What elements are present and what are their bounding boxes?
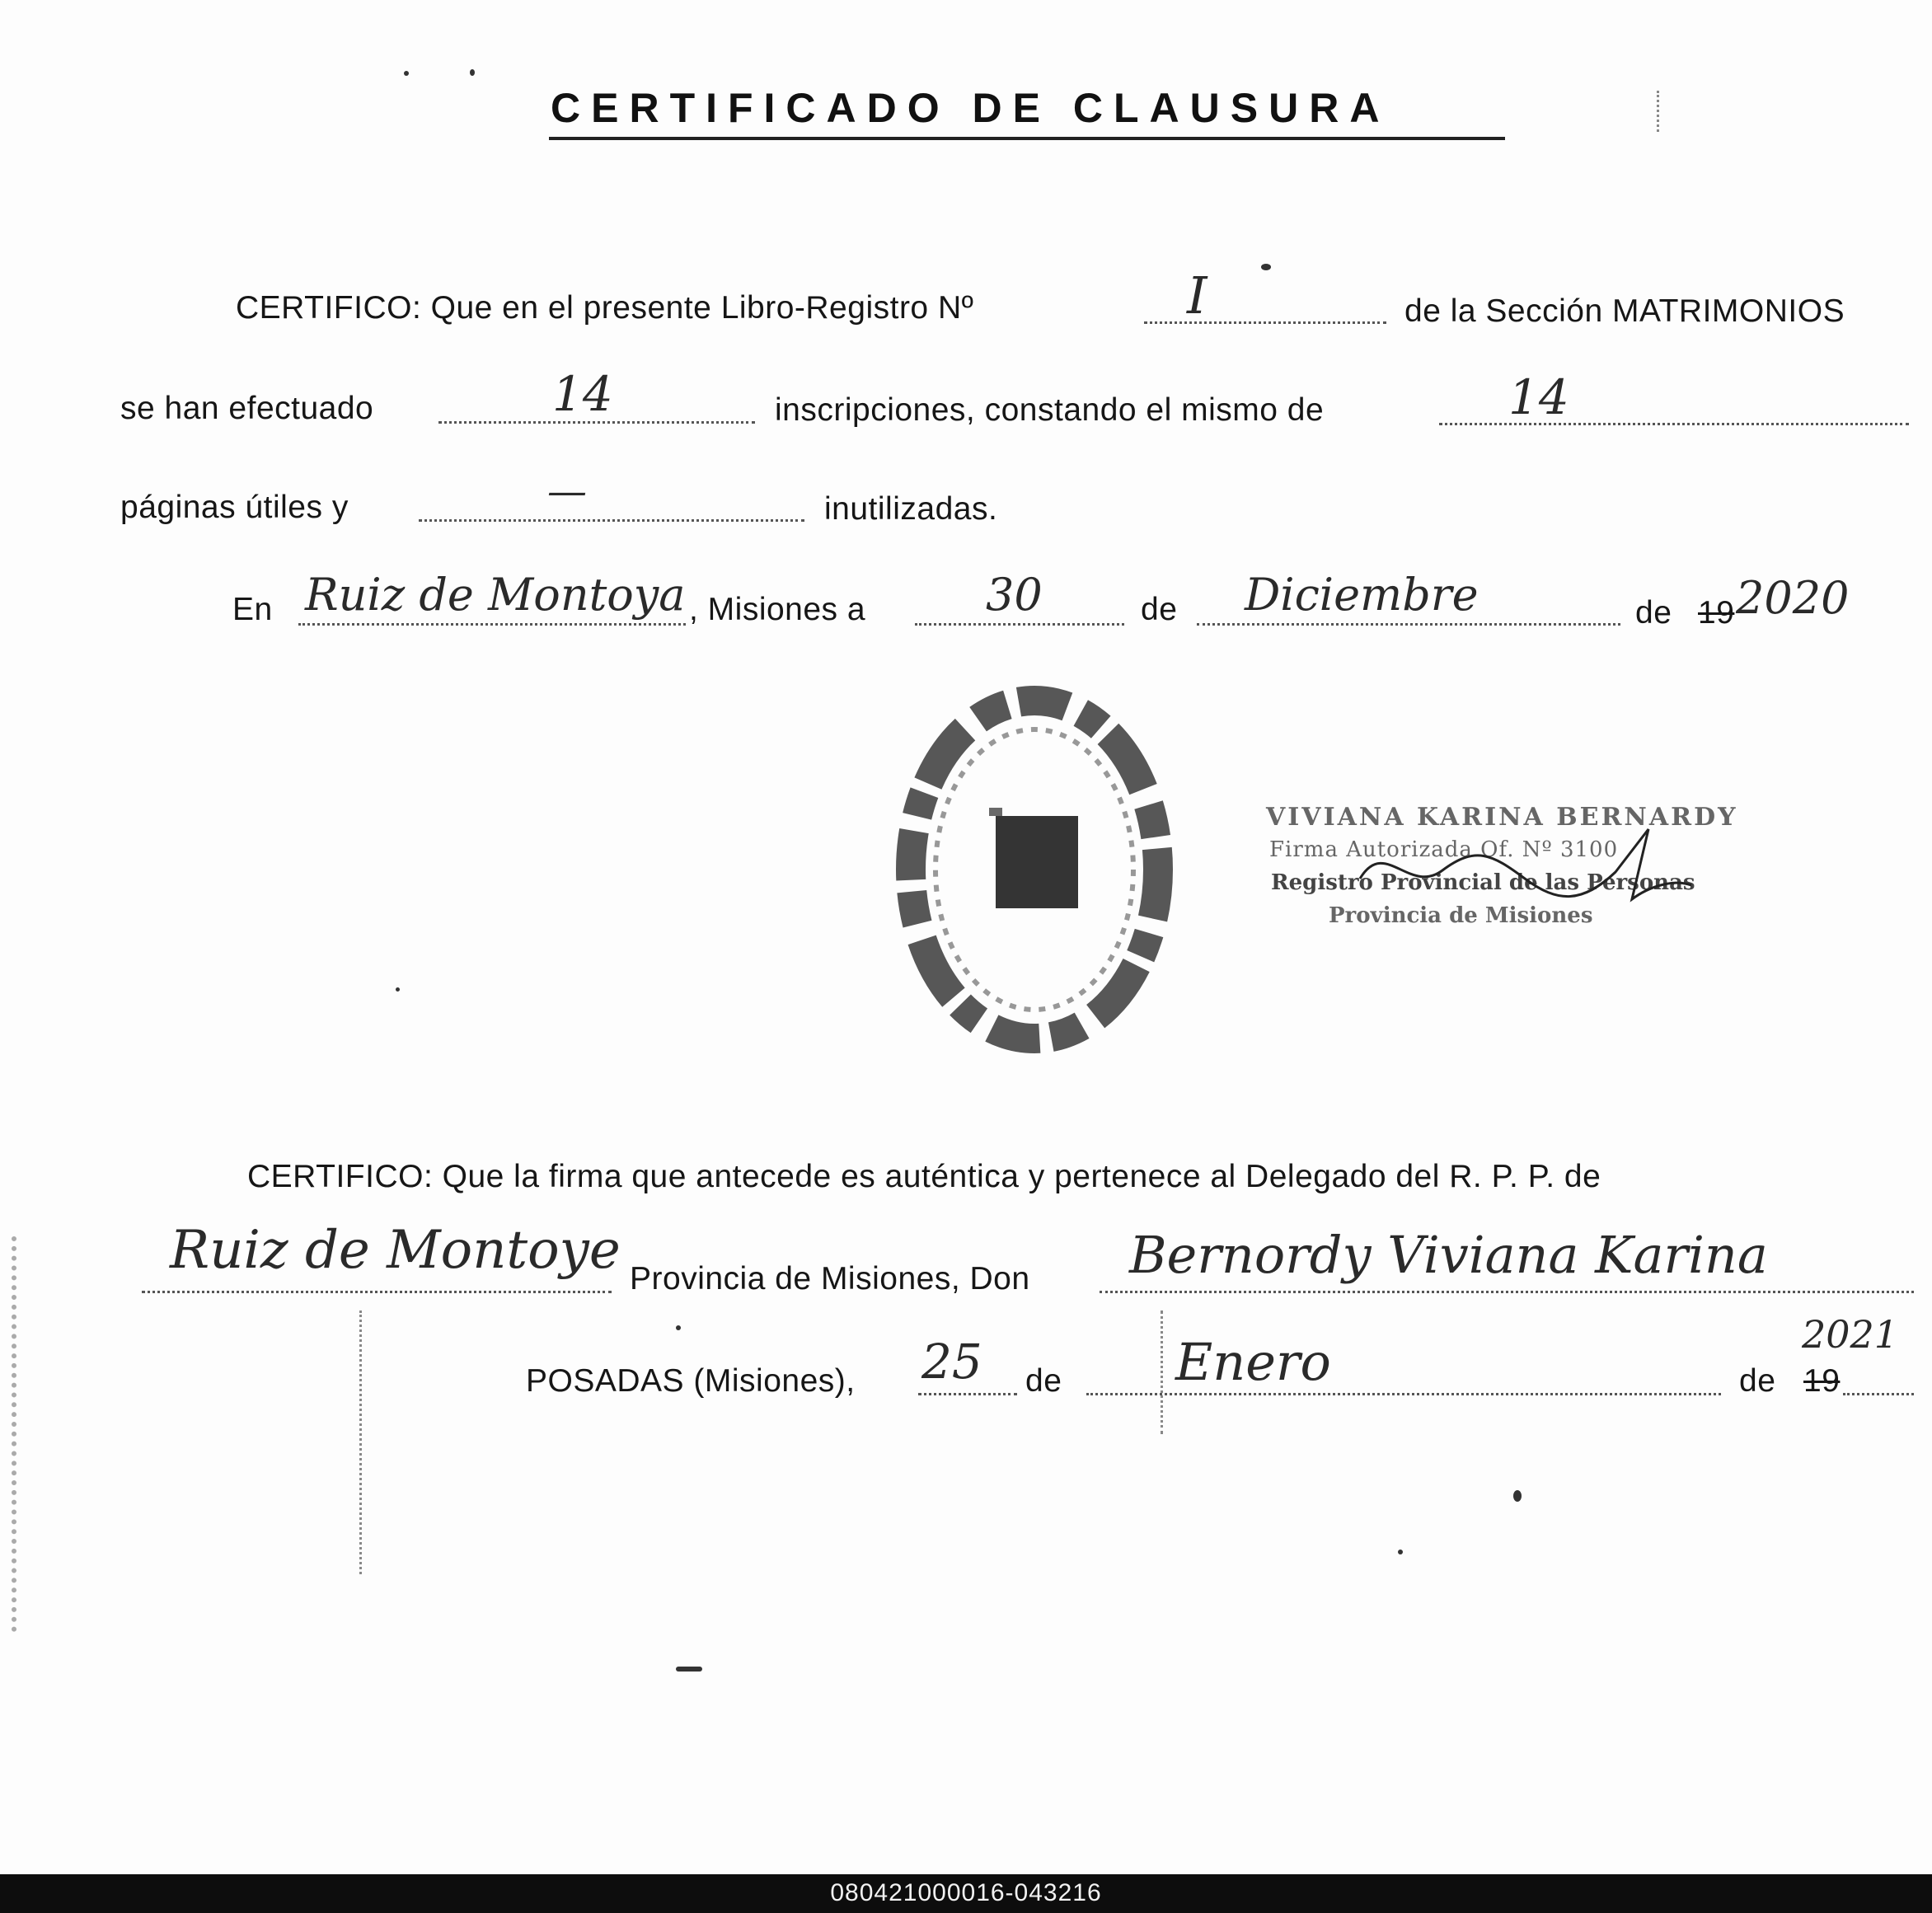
stamp-province: Provincia de Misiones <box>1329 903 1593 928</box>
stamp-authorization: Firma Autorizada Of. Nº 3100 <box>1269 837 1619 862</box>
cert1-line2-middle: inscripciones, constando el mismo de <box>775 392 1325 428</box>
scan-id-bar <box>0 1874 1932 1913</box>
cert2-line2-middle: Provincia de Misiones, Don <box>630 1261 1030 1296</box>
cert2-line1: CERTIFICO: Que la firma que antecede es auténtica y pertenece al Delegado del R. P. P. de <box>247 1159 1601 1194</box>
scan-speck <box>676 1325 681 1330</box>
scan-artifact-line <box>1161 1310 1163 1434</box>
scan-speck <box>396 987 400 992</box>
scan-speck <box>404 71 409 76</box>
cert1-line4-de1: de <box>1141 592 1178 627</box>
cert2-line3-prefix: POSADAS (Misiones), <box>526 1363 856 1399</box>
cert1-line3-prefix: páginas útiles y <box>120 490 349 525</box>
stamp-registry: Registro Provincial de las Personas <box>1271 870 1695 895</box>
lugar2-blank <box>142 1291 612 1293</box>
scan-speck <box>676 1667 702 1672</box>
scan-id-code: 080421000016-043216 <box>830 1879 1102 1906</box>
dia-blank <box>915 623 1124 626</box>
scan-speck <box>1398 1550 1403 1554</box>
scan-artifact-edge <box>12 1236 16 1632</box>
libro-numero-blank <box>1144 321 1386 324</box>
dia2-blank <box>918 1393 1017 1395</box>
cert1-line4-en: En <box>232 592 273 627</box>
anio2-value: 2021 <box>1802 1312 1899 1357</box>
official-seal <box>890 684 1179 1055</box>
dia2-value: 25 <box>921 1334 982 1390</box>
nombre-blank <box>1100 1291 1914 1293</box>
cert1-line4-misiones: , Misiones a <box>689 592 866 627</box>
inutilizadas-blank <box>419 519 804 522</box>
cert1-line1-prefix: CERTIFICO: Que en el presente Libro-Registro Nº <box>236 290 974 326</box>
lugar-blank <box>298 623 686 626</box>
mes2-blank <box>1086 1393 1721 1395</box>
scan-artifact-line <box>1657 91 1659 132</box>
lugar-value: Ruiz de Montoya <box>305 569 686 621</box>
anio2-printed-struck: 19 <box>1803 1363 1841 1399</box>
anio-value: 2020 <box>1736 572 1850 624</box>
cert2-line3-de2: de <box>1739 1363 1776 1399</box>
cert1-line1-suffix: de la Sección MATRIMONIOS <box>1404 293 1845 329</box>
libro-numero-value: I <box>1187 265 1208 326</box>
paginas-value: 14 <box>1508 369 1569 425</box>
lugar2-value: Ruiz de Montoye <box>170 1220 621 1281</box>
inscripciones-value: 14 <box>552 366 613 422</box>
title-underline <box>549 137 1505 140</box>
anio-printed-struck: 19 <box>1698 595 1735 631</box>
inutilizadas-value: — <box>547 468 587 514</box>
handwritten-signature <box>1352 821 1698 912</box>
scan-speck <box>1261 264 1271 270</box>
stamp-name: VIVIANA KARINA BERNARDY <box>1266 803 1738 832</box>
dia-value: 30 <box>986 569 1043 621</box>
scan-speck <box>1513 1490 1522 1502</box>
authority-stamp <box>1236 791 1738 948</box>
mes-blank <box>1197 623 1620 626</box>
scan-artifact-line <box>359 1310 362 1574</box>
anio2-blank <box>1843 1393 1914 1395</box>
mes-value: Diciembre <box>1245 569 1479 621</box>
cert1-line3-suffix: inutilizadas. <box>824 491 998 527</box>
mes2-value: Enero <box>1175 1332 1331 1392</box>
scan-speck <box>470 69 475 76</box>
nombre-value: Bernordy Viviana Karina <box>1129 1225 1768 1285</box>
page-title: CERTIFICADO DE CLAUSURA <box>551 85 1390 131</box>
cert1-line2-prefix: se han efectuado <box>120 391 374 426</box>
cert2-line3-de1: de <box>1025 1363 1062 1399</box>
cert1-line4-de2: de <box>1635 595 1672 631</box>
